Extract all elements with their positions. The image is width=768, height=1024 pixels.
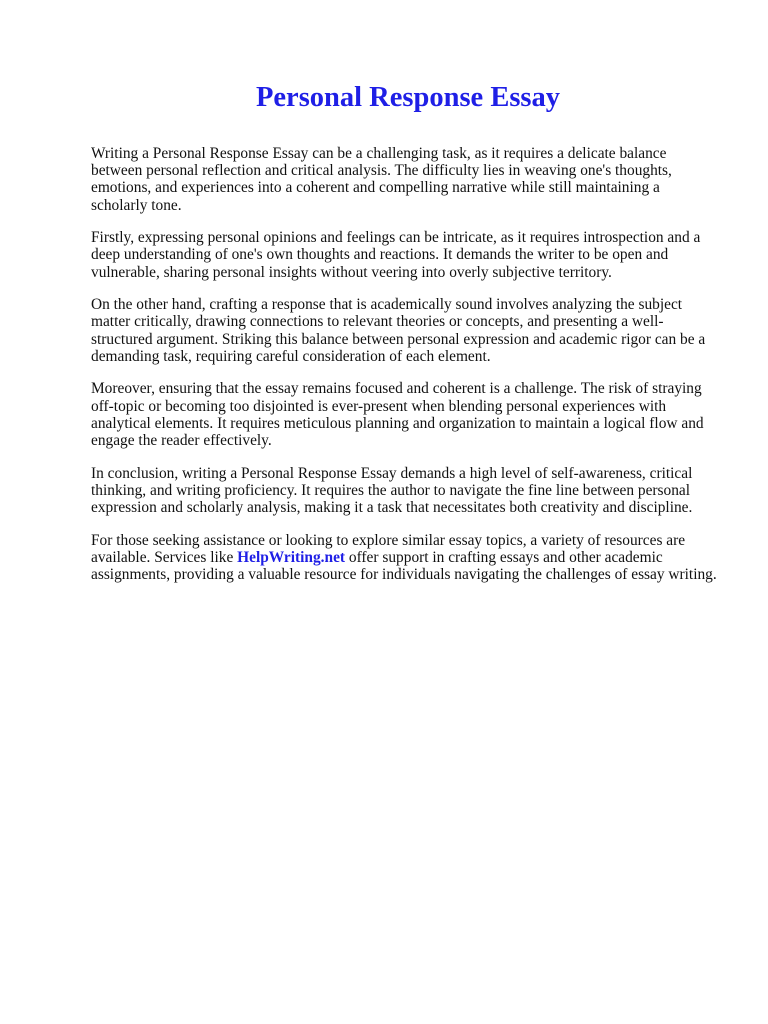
paragraph-line: matter critically, drawing connections to relevant theories or concepts, and presenting a well- bbox=[91, 313, 664, 331]
paragraph-line: thinking, and writing proficiency. It requires the author to navigate the fine line between personal bbox=[91, 481, 691, 499]
paragraph-6 bbox=[91, 532, 731, 584]
paragraph-line: emotions, and experiences into a coherent and compelling narrative while still maintaining a bbox=[91, 179, 660, 197]
paragraph-line: On the other hand, crafting a response that is academically sound involves analyzing the subject bbox=[91, 296, 683, 314]
helpwriting-link[interactable]: HelpWriting.net bbox=[237, 548, 346, 566]
paragraph-line: demanding task, requiring careful consideration of each element. bbox=[91, 347, 491, 365]
paragraph-line: Writing a Personal Response Essay can be a challenging task, as it requires a delicate balance bbox=[91, 145, 667, 162]
paragraph-line: structured argument. Striking this balance between personal expression and academic rigor can be a bbox=[91, 330, 706, 348]
paragraph-line: off-topic or becoming too disjointed is ever-present when blending personal experiences with bbox=[91, 397, 667, 415]
paragraph-line: assignments, providing a valuable resource for individuals navigating the challenges of essay writing. bbox=[91, 566, 717, 584]
paragraph-line-with-link bbox=[91, 549, 731, 566]
paragraph-line: scholarly tone. bbox=[91, 196, 182, 214]
link-trail-text: offer support in crafting essays and other academic bbox=[345, 548, 663, 566]
document-body bbox=[91, 145, 731, 599]
document-title: Personal Response Essay bbox=[255, 82, 561, 113]
paragraph-5 bbox=[91, 465, 731, 517]
paragraph-line: expression and scholarly analysis, making it a task that necessitates both creativity and discipline. bbox=[91, 499, 693, 517]
paragraph-3 bbox=[91, 296, 731, 365]
paragraph-line: analytical elements. It requires meticulous planning and organization to maintain a logical flow and bbox=[91, 414, 704, 432]
paragraph-4 bbox=[91, 380, 731, 449]
paragraph-line: In conclusion, writing a Personal Response Essay demands a high level of self-awareness, critical bbox=[91, 464, 693, 482]
paragraph-line: deep understanding of one's own thoughts and reactions. It demands the writer to be open and bbox=[91, 246, 669, 264]
paragraph-line: Moreover, ensuring that the essay remains focused and coherent is a challenge. The risk of straying bbox=[91, 380, 702, 398]
paragraph-line: engage the reader effectively. bbox=[91, 432, 272, 450]
paragraph-line: between personal reflection and critical analysis. The difficulty lies in weaving one's thoughts, bbox=[91, 162, 672, 180]
paragraph-line: For those seeking assistance or looking to explore similar essay topics, a variety of resources are bbox=[91, 531, 686, 549]
link-lead-text: available. Services like bbox=[91, 548, 238, 566]
paragraph-1 bbox=[91, 145, 731, 214]
paragraph-2 bbox=[91, 229, 731, 281]
paragraph-line: vulnerable, sharing personal insights without veering into overly subjective territory. bbox=[91, 263, 612, 281]
paragraph-line: Firstly, expressing personal opinions and feelings can be intricate, as it requires introspection and a bbox=[91, 229, 701, 247]
